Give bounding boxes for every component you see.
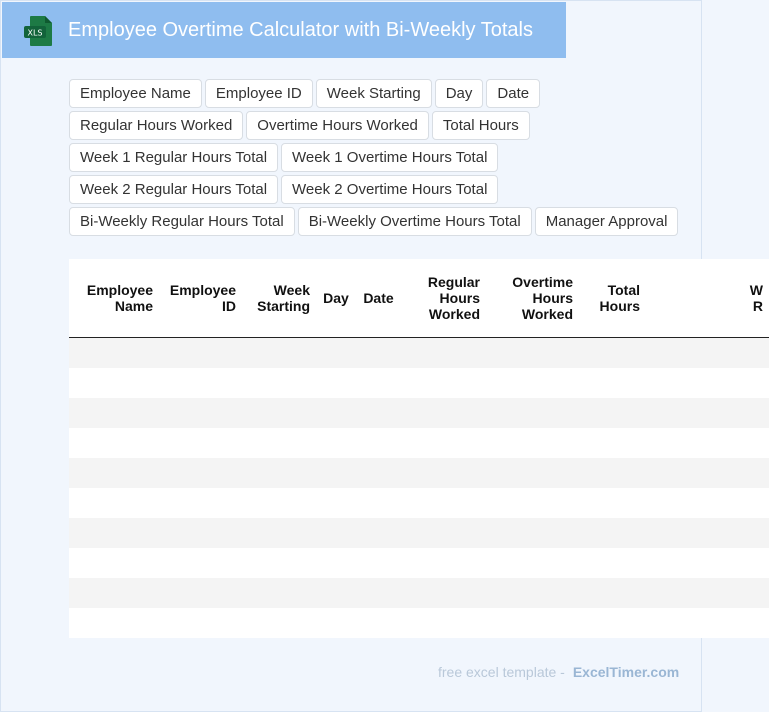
table-row [69, 398, 769, 428]
field-tag-list [69, 79, 689, 236]
table-cell[interactable] [316, 548, 356, 578]
footer-credit [438, 664, 679, 680]
table-cell[interactable] [242, 578, 316, 608]
field-tag[interactable]: Total Hours [432, 111, 530, 140]
timesheet-table [69, 259, 769, 638]
field-tag[interactable]: Week 1 Regular Hours Total [69, 143, 278, 172]
timesheet-table-container[interactable] [69, 259, 763, 638]
table-cell[interactable] [69, 458, 159, 488]
field-tag[interactable]: Week 2 Overtime Hours Total [281, 175, 498, 204]
table-cell[interactable] [579, 608, 646, 638]
xls-file-icon [23, 15, 53, 47]
table-cell[interactable] [242, 368, 316, 398]
table-cell[interactable] [356, 518, 401, 548]
table-cell[interactable] [486, 458, 579, 488]
table-row [69, 428, 769, 458]
field-tag[interactable]: Regular Hours Worked [69, 111, 243, 140]
table-cell[interactable] [401, 518, 486, 548]
table-cell[interactable] [646, 488, 769, 518]
table-cell[interactable] [69, 428, 159, 458]
column-header[interactable] [356, 259, 401, 338]
table-cell[interactable] [159, 488, 242, 518]
table-cell[interactable] [401, 338, 486, 369]
field-tag[interactable]: Date [486, 79, 540, 108]
column-header-text: Worked [428, 306, 480, 322]
table-cell[interactable] [579, 488, 646, 518]
table-cell[interactable] [69, 488, 159, 518]
table-cell[interactable] [579, 518, 646, 548]
xls-icon-label: XLS [27, 28, 43, 38]
table-cell[interactable] [579, 338, 646, 369]
table-cell[interactable] [579, 398, 646, 428]
table-cell[interactable] [486, 398, 579, 428]
column-header-text: R [752, 298, 763, 314]
table-cell[interactable] [579, 548, 646, 578]
table-cell[interactable] [486, 518, 579, 548]
table-cell[interactable] [486, 608, 579, 638]
column-header[interactable] [646, 259, 769, 338]
table-cell[interactable] [242, 518, 316, 548]
column-header-text: Date [363, 290, 394, 306]
table-cell[interactable] [401, 368, 486, 398]
field-tag[interactable]: Employee Name [69, 79, 202, 108]
table-cell[interactable] [646, 578, 769, 608]
column-header-text: Hours [599, 298, 640, 314]
table-cell[interactable] [356, 488, 401, 518]
table-cell[interactable] [486, 338, 579, 369]
column-header[interactable] [159, 259, 242, 338]
table-row [69, 518, 769, 548]
table-row [69, 608, 769, 638]
field-tag[interactable]: Day [435, 79, 484, 108]
table-cell[interactable] [316, 428, 356, 458]
table-cell[interactable] [69, 368, 159, 398]
column-header-text: W [749, 282, 763, 298]
column-header[interactable] [401, 259, 486, 338]
table-cell[interactable] [401, 488, 486, 518]
column-header-text: Total [607, 282, 640, 298]
table-cell[interactable] [242, 458, 316, 488]
table-cell[interactable] [159, 518, 242, 548]
column-header[interactable] [316, 259, 356, 338]
footer-free-text: free excel template - [438, 664, 565, 680]
field-tag[interactable]: Overtime Hours Worked [246, 111, 429, 140]
table-cell[interactable] [356, 608, 401, 638]
table-cell[interactable] [69, 608, 159, 638]
table-row [69, 548, 769, 578]
table-cell[interactable] [159, 428, 242, 458]
table-cell[interactable] [486, 488, 579, 518]
table-cell[interactable] [242, 488, 316, 518]
field-tag[interactable]: Bi-Weekly Overtime Hours Total [298, 207, 532, 236]
table-cell[interactable] [486, 548, 579, 578]
column-header[interactable] [486, 259, 579, 338]
column-header-text: Hours [439, 290, 480, 306]
table-cell[interactable] [356, 578, 401, 608]
table-row [69, 578, 769, 608]
table-cell[interactable] [646, 548, 769, 578]
footer-site-link[interactable]: ExcelTimer.com [572, 664, 680, 680]
table-cell[interactable] [159, 578, 242, 608]
table-cell[interactable] [401, 458, 486, 488]
column-header[interactable] [579, 259, 646, 338]
field-tag[interactable]: Bi-Weekly Regular Hours Total [69, 207, 295, 236]
table-cell[interactable] [356, 398, 401, 428]
column-header-text: Name [114, 298, 153, 314]
column-header-text: Employee [86, 282, 153, 298]
table-cell[interactable] [486, 368, 579, 398]
table-cell[interactable] [69, 338, 159, 369]
column-header-text: Worked [521, 306, 573, 322]
column-header[interactable] [242, 259, 316, 338]
table-cell[interactable] [646, 368, 769, 398]
table-cell[interactable] [401, 548, 486, 578]
table-cell[interactable] [401, 608, 486, 638]
table-cell[interactable] [401, 428, 486, 458]
table-cell[interactable] [646, 338, 769, 369]
table-cell[interactable] [316, 368, 356, 398]
table-cell[interactable] [316, 488, 356, 518]
table-cell[interactable] [242, 428, 316, 458]
field-tag[interactable]: Week 2 Regular Hours Total [69, 175, 278, 204]
table-cell[interactable] [486, 428, 579, 458]
table-cell[interactable] [69, 578, 159, 608]
table-cell[interactable] [646, 398, 769, 428]
page-title: Employee Overtime Calculator with Bi-Weekly Totals [68, 19, 533, 41]
table-cell[interactable] [159, 368, 242, 398]
table-cell[interactable] [356, 368, 401, 398]
table-cell[interactable] [316, 458, 356, 488]
column-header-text: Starting [257, 298, 310, 314]
column-header-text: ID [222, 298, 236, 314]
table-cell[interactable] [356, 428, 401, 458]
table-cell[interactable] [159, 398, 242, 428]
table-cell[interactable] [316, 398, 356, 428]
table-cell[interactable] [242, 548, 316, 578]
table-cell[interactable] [159, 608, 242, 638]
table-row [69, 458, 769, 488]
table-cell[interactable] [242, 398, 316, 428]
table-cell[interactable] [69, 548, 159, 578]
table-row [69, 368, 769, 398]
table-cell[interactable] [401, 578, 486, 608]
table-header-row [69, 259, 769, 338]
table-cell[interactable] [242, 338, 316, 369]
field-tag[interactable]: Employee ID [205, 79, 313, 108]
field-tag[interactable]: Week Starting [316, 79, 432, 108]
table-cell[interactable] [646, 428, 769, 458]
column-header-text: Employee [169, 282, 236, 298]
table-row [69, 488, 769, 518]
table-cell[interactable] [69, 518, 159, 548]
column-header-text: Hours [532, 290, 573, 306]
table-cell[interactable] [356, 458, 401, 488]
table-cell[interactable] [486, 578, 579, 608]
table-cell[interactable] [646, 608, 769, 638]
table-cell[interactable] [579, 458, 646, 488]
table-cell[interactable] [579, 368, 646, 398]
table-cell[interactable] [159, 458, 242, 488]
column-header[interactable] [69, 259, 159, 338]
table-cell[interactable] [316, 578, 356, 608]
column-header-text: Day [323, 290, 349, 306]
table-cell[interactable] [356, 548, 401, 578]
column-header-text: Week [273, 282, 310, 298]
table-cell[interactable] [579, 428, 646, 458]
table-cell[interactable] [69, 398, 159, 428]
table-cell[interactable] [316, 518, 356, 548]
table-cell[interactable] [356, 338, 401, 369]
table-cell[interactable] [159, 338, 242, 369]
column-header-text: Overtime [512, 274, 573, 290]
table-body [69, 338, 769, 639]
field-tag[interactable]: Manager Approval [535, 207, 679, 236]
field-tag[interactable]: Week 1 Overtime Hours Total [281, 143, 498, 172]
table-cell[interactable] [242, 608, 316, 638]
table-row [69, 338, 769, 369]
title-bar [2, 2, 566, 58]
table-cell[interactable] [159, 548, 242, 578]
table-cell[interactable] [646, 458, 769, 488]
column-header-text: Regular [427, 274, 480, 290]
table-cell[interactable] [316, 608, 356, 638]
table-cell[interactable] [646, 518, 769, 548]
table-cell[interactable] [401, 398, 486, 428]
table-cell[interactable] [316, 338, 356, 369]
table-cell[interactable] [579, 578, 646, 608]
